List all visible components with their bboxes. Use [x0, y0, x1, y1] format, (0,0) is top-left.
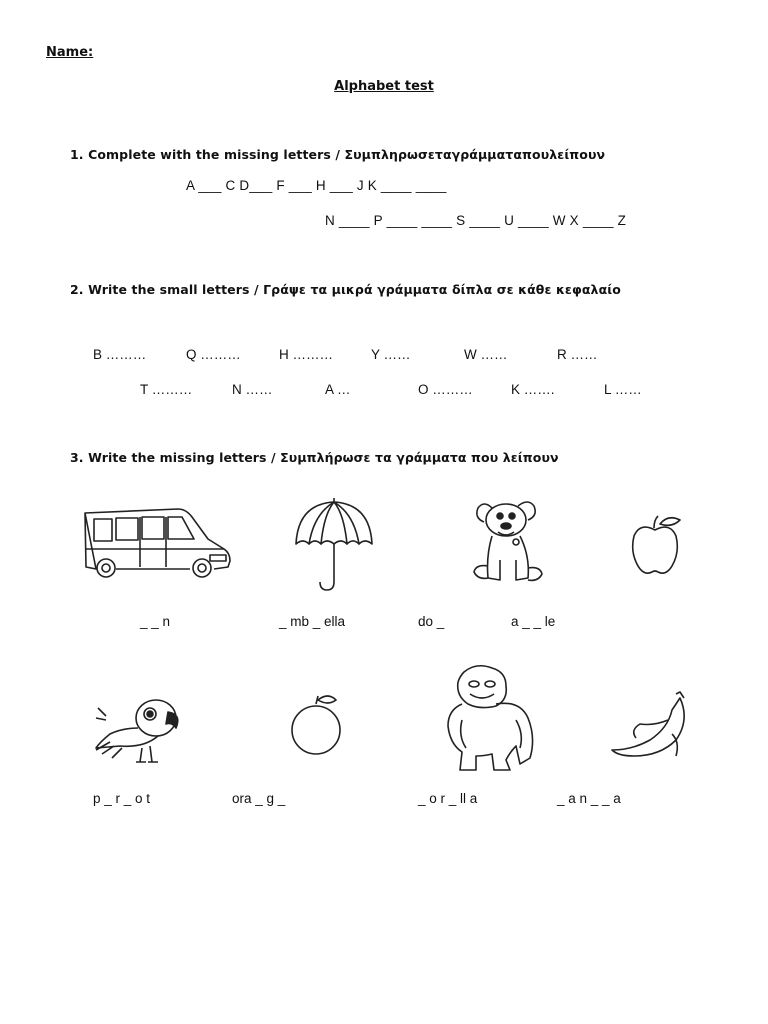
- gorilla-icon: [440, 660, 544, 776]
- missing-word-apple: a _ _ le: [511, 614, 556, 629]
- umbrella-icon: [292, 494, 376, 594]
- missing-word-gorilla: _ o r _ ll a: [418, 791, 478, 806]
- page-title: Alphabet test: [334, 79, 434, 94]
- missing-word-parrot: p _ r _ o t: [93, 791, 151, 806]
- small-letter-item: O ………: [418, 382, 473, 397]
- small-letter-item: W ……: [464, 347, 508, 362]
- missing-word-van: _ _ n: [140, 614, 171, 629]
- alphabet-line-2: N ____ P ____ ____ S ____ U ____ W X ____ Z: [325, 213, 627, 228]
- missing-word-umbrella: _ mb _ ella: [279, 614, 346, 629]
- small-letter-item: T ………: [140, 382, 193, 397]
- small-letter-item: Q ………: [186, 347, 241, 362]
- missing-word-orange: ora _ g _: [232, 791, 286, 806]
- small-letter-item: K …….: [511, 382, 555, 397]
- small-letter-item: Y ……: [371, 347, 411, 362]
- parrot-icon: [92, 692, 188, 768]
- small-letter-item: R ……: [557, 347, 598, 362]
- section3-heading: 3. Write the missing letters / Συμπλήρωσε τα γράμματα που λείπουν: [70, 450, 559, 465]
- small-letter-item: H ………: [279, 347, 333, 362]
- section2-heading: 2. Write the small letters / Γράψε τα μικρά γράμματα δίπλα σε κάθε κεφαλαίο: [70, 282, 621, 297]
- missing-word-dog: do _: [418, 614, 445, 629]
- section1-heading: 1. Complete with the missing letters / Συμπληρωσεταγράμματαπουλείπουν: [70, 147, 606, 162]
- van-icon: [82, 505, 232, 581]
- dog-icon: [470, 498, 546, 590]
- small-letter-item: L ……: [604, 382, 642, 397]
- small-letter-item: A …: [325, 382, 351, 397]
- alphabet-line-1: A ___ C D___ F ___ H ___ J K ____ ____: [186, 178, 447, 193]
- orange-icon: [288, 692, 344, 756]
- small-letter-item: B ………: [93, 347, 147, 362]
- small-letter-item: N ……: [232, 382, 273, 397]
- apple-icon: [628, 514, 684, 578]
- name-label: Name:: [46, 45, 94, 60]
- missing-word-banana: _ a n _ _ a: [557, 791, 621, 806]
- banana-icon: [606, 690, 694, 762]
